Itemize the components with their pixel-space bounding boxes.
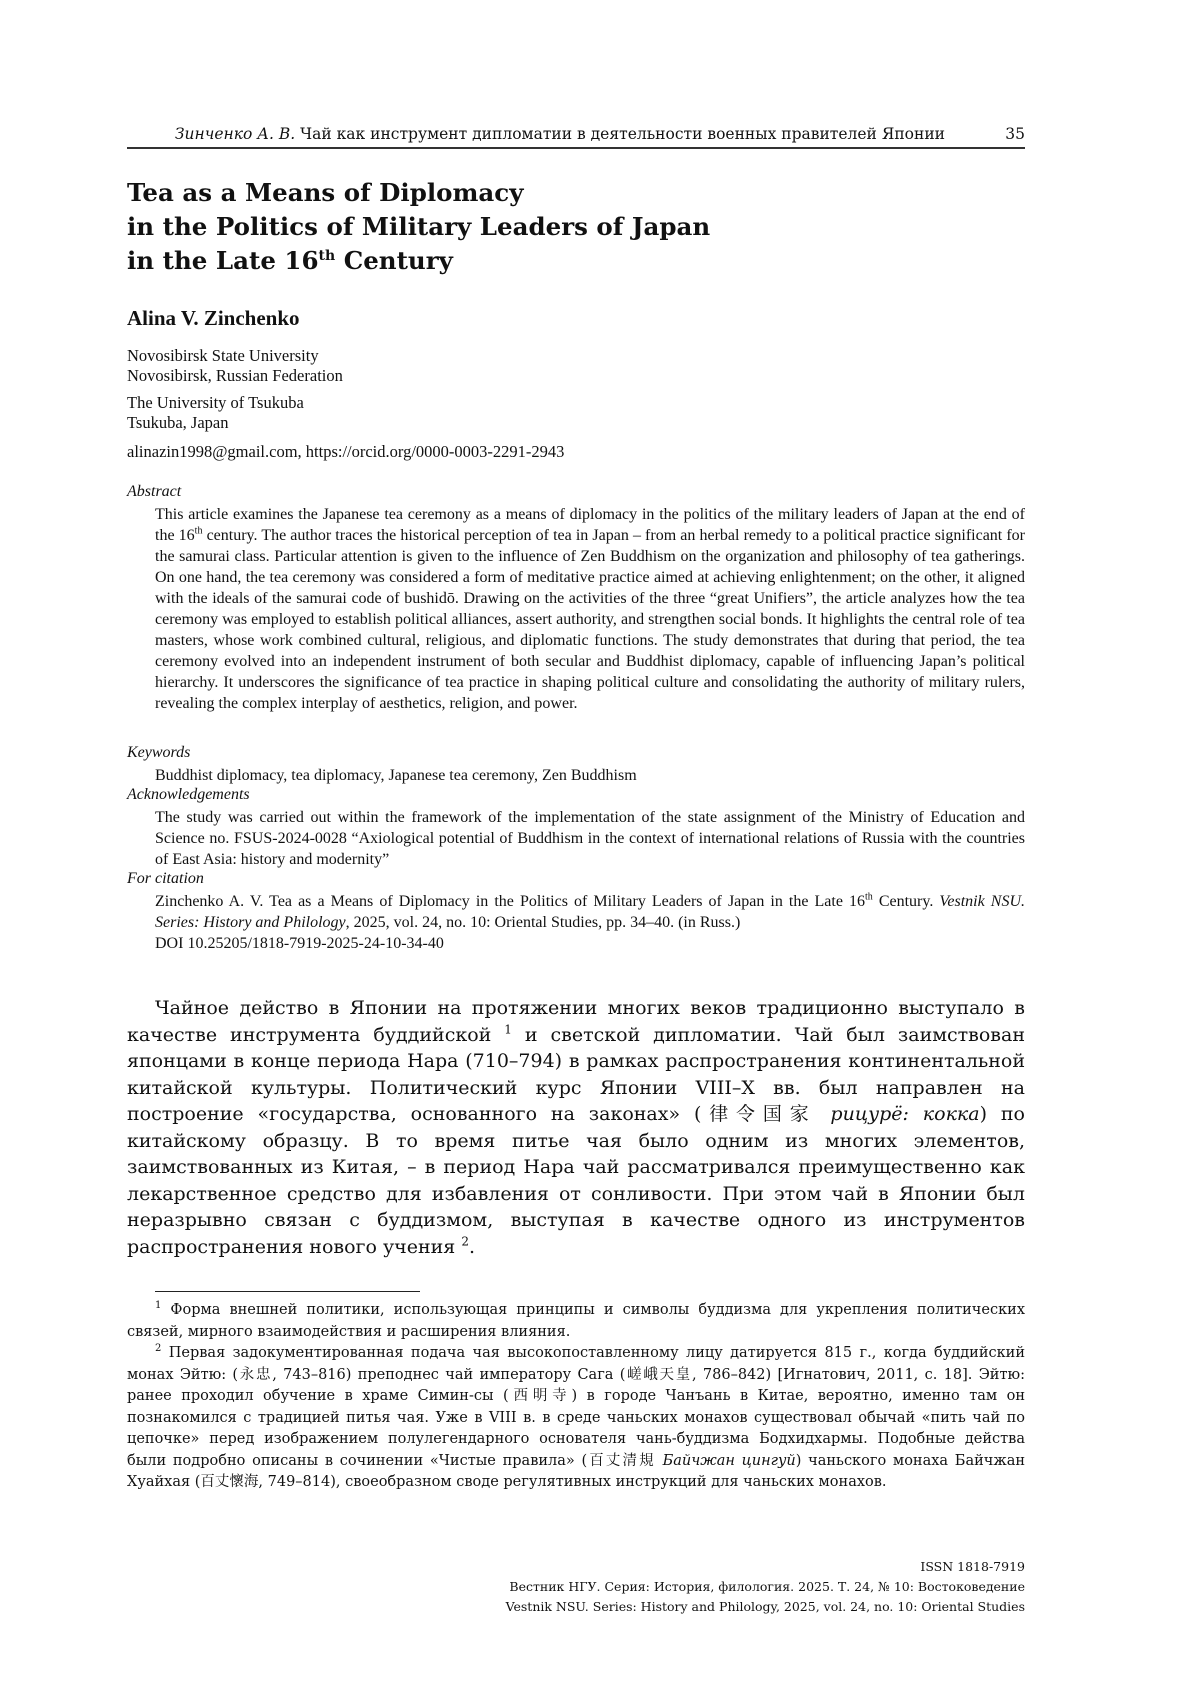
keywords-text: Buddhist diplomacy, tea diplomacy, Japanese tea ceremony, Zen Buddhism [155,767,637,784]
body-text-b: и светской дипломатии. Чай был заимствован японцами в конце периода Нара (710–794) в рамках распространения континентальной китайской культуры. Политический курс Японии VIII–X вв. был направлен на построение «государства, основанного на законах» (律令国家 [127,1023,1025,1125]
title-line-2: in the Politics of Military Leaders of Japan [127,212,711,241]
title-line-3-sup: th [318,247,336,264]
abstract-label: Abstract [127,483,182,500]
abstract-text [155,504,1025,714]
keywords-label: Keywords [127,744,191,761]
body-text-c: ) по китайскому образцу. В то время питье чая было одним из многих элементов, заимствованных из Китая, – в период Нара чай рассматривался преимущественно как лекарственное средство для избавления от сонливости. При этом чай в Японии был неразрывно связан с буддизмом, выступая в качестве одного из инструментов распространения нового учения [127,1103,1025,1258]
title-line-1: Tea as a Means of Diplomacy [127,178,524,207]
footnote-1 [127,1300,1025,1343]
body-paragraph [127,995,1025,1260]
acknowledgements-text: The study was carried out within the framework of the implementation of the state assignment of the Ministry of Education and Science no. FSUS-2024-0028 “Axiological potential of Buddhism in the context of international relations of Russia with the countries of East Asia: history and modernity” [155,809,1025,868]
footer-line-en: Vestnik NSU. Series: History and Philology, 2025, vol. 24, no. 10: Oriental Studies [505,1599,1025,1614]
issn: ISSN 1818-7919 [920,1559,1025,1574]
footnote-2-text-b: ) чаньского монаха Байчжан Хуайхая (百丈懷海, 749–814), своеобразном своде регулятивных инструкций для чаньских монахов. [127,1452,1026,1490]
running-head-title: Чай как инструмент дипломатии в деятельности военных правителей Японии [300,125,945,143]
journal-footer [506,1557,1025,1617]
acknowledgements-label: Acknowledgements [127,786,250,803]
citation-doi: DOI 10.25205/1818-7919-2025-24-10-34-40 [155,935,444,952]
affiliation-1-line-1: Novosibirsk State University [127,346,319,365]
body-text-d: . [468,1235,475,1258]
abstract-text-pre: This article examines the Japanese tea ceremony as a means of diplomacy in the politics of the military leaders of Japan at the end of the 16 [155,506,1025,544]
footnotes [127,1300,1025,1494]
page-number: 35 [1005,125,1025,143]
contact-info [127,442,564,462]
running-head-text [175,125,945,143]
affiliation-2-line-1: The University of Tsukuba [127,393,304,412]
title-line-3-pre: in the Late 16 [127,246,319,275]
running-head-author: Зинченко А. В. [174,125,296,143]
contact-line: alinazin1998@gmail.com, https://orcid.org/0000-0003-2291-2943 [127,442,565,461]
citation-label: For citation [127,870,204,887]
running-head [127,123,1025,149]
citation-journal: Vestnik NSU. Series: History and Philology [155,893,1026,931]
affiliation-1-line-2: Novosibirsk, Russian Federation [127,366,343,385]
footnote-2-italic: Байчжан цингуй [662,1452,796,1469]
body-text-italic: рицурё: кокка [830,1103,980,1125]
citation-text [155,891,1025,954]
footnote-ref-1[interactable]: 1 [504,1022,512,1037]
footnote-ref-2[interactable]: 2 [461,1234,469,1249]
footnote-2-text-a: Первая задокументированная подача чая высокопоставленному лицу датируется 815 г., когда буддийский монах Эйтю: (永忠, 743–816) преподнес чай императору Сага (嵯峨天皇, 786–842) [Игнатович, 2011, с. 18]. Эйтю: ранее проходил обучение в храме Симин-сы (西明寺) в городе Чанъань в Китае, вероятно, именно там он познакомился с традицией питья чая. Уже в VIII в. в среде чаньских монахов существовал обычай «пить чай по цепочке» перед изображением полулегендарного основателя чань-буддизма Бодхидхармы. Подобные действа были подробно описаны в сочинении «Чистые правила» (百丈清規 [127,1345,1025,1469]
footnote-1-text: Форма внешней политики, использующая принципы и символы буддизма для укрепления политических связей, мирного взаимодействия и расширения влияния. [127,1302,1025,1340]
affiliation-1 [127,346,343,386]
footer-line-ru: Вестник НГУ. Серия: История, филология. 2025. Т. 24, № 10: Востоковедение [509,1579,1025,1594]
footnote-2 [127,1343,1025,1494]
footnote-2-mark: 2 [155,1343,162,1355]
abstract-text-sup: th [194,525,203,537]
author-name: Alina V. Zinchenko [127,306,300,330]
affiliation-2 [127,393,304,433]
abstract-text-post: century. The author traces the historical perception of tea in Japan – from an herbal remedy to a political practice significant for the samurai class. Particular attention is given to the influence of Zen Buddhism on the organization and philosophy of tea gatherings. On one hand, the tea ceremony was considered a form of meditative practice aimed at achieving enlightenment; on the other, it aligned with the ideals of the samurai code of bushidō. Drawing on the activities of the three “great Unifiers”, the article analyzes how the tea ceremony was employed to establish political alliances, assert authority, and strengthen social bonds. It highlights the central role of tea masters, whose work combined cultural, religious, and diplomatic functions. The study demonstrates that during that period, the tea ceremony evolved into an independent instrument of both secular and Buddhist diplomacy, capable of influencing Japan’s political hierarchy. It underscores the significance of tea practice in shaping political culture and consolidating the authority of military rulers, revealing the complex interplay of aesthetics, religion, and power. [155,527,1026,712]
citation-part-1: Zinchenko A. V. Tea as a Means of Diplomacy in the Politics of Military Leaders of Japan in the Late 16 [155,893,865,910]
body-text-a: Чайное действо в Японии на протяжении многих веков традиционно выступало в качестве инструмента буддийской [127,997,1025,1046]
title-line-3-post: Century [335,246,453,275]
citation-part-1-sup: th [865,891,873,903]
citation-part-3: , 2025, vol. 24, no. 10: Oriental Studies, pp. 34–40. (in Russ.) [345,914,741,931]
footnote-1-mark: 1 [155,1300,162,1312]
affiliation-2-line-2: Tsukuba, Japan [127,413,229,432]
footnote-divider [155,1291,420,1292]
article-title [127,176,927,278]
citation-part-2: Century. [872,893,940,910]
